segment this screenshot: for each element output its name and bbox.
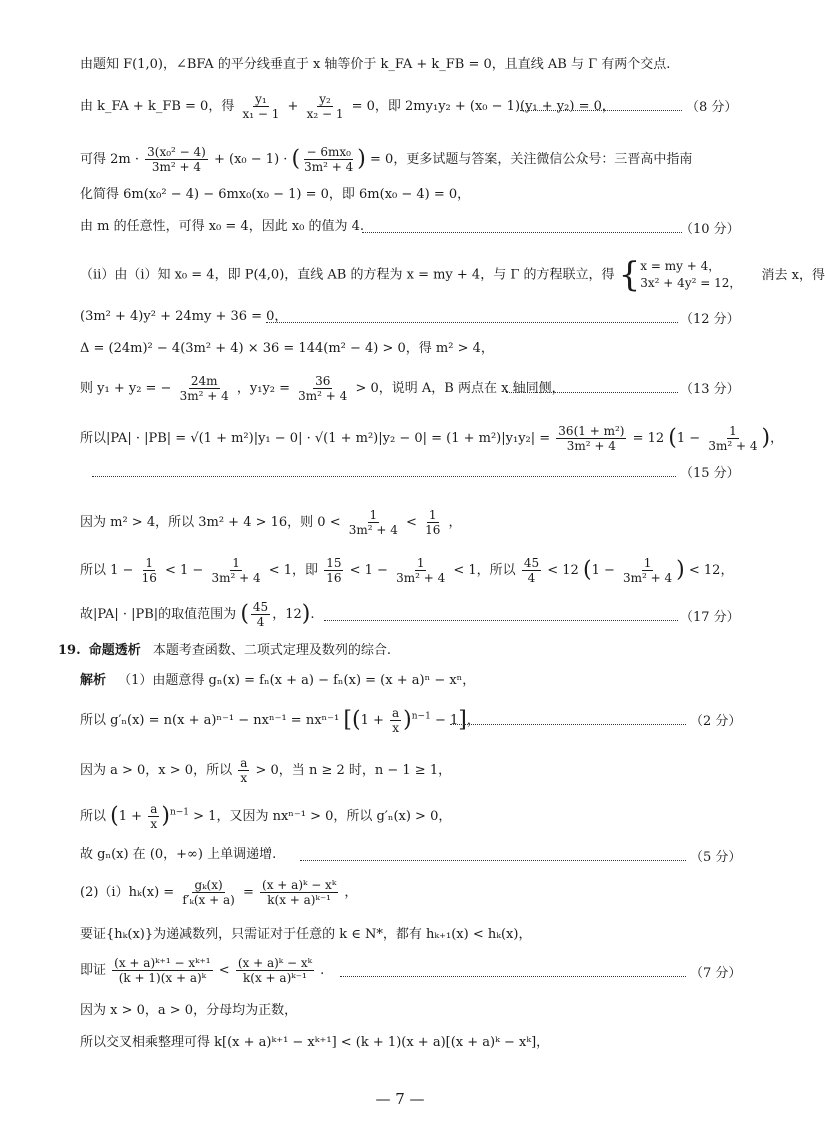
fraction: $\frac{1}{\text{3m² + 4}}$ [623,556,673,585]
line-12: 因为 m² > 4，所以 3m² + 4 > 16，则 0 < $\frac{1}{\text{3m² + 4}}$ < $\frac{1}{16}$ ， [80,508,462,537]
fraction: $\frac{\text{− 6mx₀}}{\text{3m² + 4}}$ [304,145,354,174]
score-mark: （13 分） [680,382,740,397]
line-24: 因为 x > 0，a > 0，分母均为正数， [80,1003,298,1018]
line-17: 所以 g′ₙ(x) = n(x + a)ⁿ⁻¹ − nxⁿ⁻¹ = nxⁿ⁻¹ [(1 + $\frac{a}{x}$ )$^{n-1}$ − 1]， [80,706,480,735]
line-5: 由 m 的任意性，可得 x₀ = 4，因此 x₀ 的值为 4. [80,219,365,234]
fraction: $\frac{\text{gₖ(x)}}{\text{f′ₖ(x + a)}}$ [182,878,235,907]
fraction: $\frac{\text{(x + a)ᵏ − xᵏ}}{\text{k(x + a)ᵏ⁻¹}}$ [262,878,337,907]
dot-leader [506,392,678,393]
fraction: $\frac{15}{16}$ [326,556,342,585]
line-6: （ⅱ）由（ⅰ）知 x₀ = 4，即 P(4,0)，直线 AB 的方程为 x = my + 4，与 Γ 的方程联立，得 { x = my + 4， 3x² + 4y² = 12， 消去 x，得 [80,255,825,295]
fraction: $\frac{1}{\text{3m² + 4}}$ [211,556,261,585]
fraction: $\frac{45}{4}$ [252,600,269,629]
line-14: 故|PA| · |PB|的取值范围为 ( $\frac{45}{4}$ ，12). [80,600,315,629]
score-mark: （2 分） [690,714,742,729]
fraction: $\frac{a}{x}$ [240,756,248,785]
dot-leader [324,620,678,621]
line-13: 所以 1 − $\frac{1}{16}$ < 1 − $\frac{1}{\text{3m² + 4}}$ < 1，即 $\frac{15}{16}$ < 1 − $\frac{1}{\text{3m² + 4}}$ < 1，所以 $\frac{45}{4}$ < 12 (1 − $\frac{1}{\text{3m² + 4}}$ ) < 12， [80,556,734,585]
line-10: 所以|PA| · |PB| = √(1 + m²)|y₁ − 0| · √(1 + m²)|y₂ − 0| = (1 + m²)|y₁y₂| = $\frac{\text{36(1 + m²)}}{\text{3m² + 4}}$ = 12 (1 − $\frac{1}{\text{3m² + 4}}$ )， [80,424,784,453]
line-18: 因为 a > 0，x > 0，所以 $\frac{a}{x}$ > 0，当 n ≥ 2 时，n − 1 ≥ 1， [80,756,452,785]
fraction: $\frac{1}{\text{3m² + 4}}$ [708,424,758,453]
fraction: $\frac{45}{4}$ [523,556,540,585]
fraction: $\frac{\text{36(1 + m²)}}{\text{3m² + 4}}$ [558,424,625,453]
fraction: $\frac{1}{\text{3m² + 4}}$ [348,508,398,537]
line-23: 即证 $\frac{\text{(x + a)ᵏ⁺¹ − xᵏ⁺¹}}{\text{(k + 1)(x + a)ᵏ}}$ < $\frac{\text{(x + a)ᵏ − xᵏ}}{\text{k(x + a)ᵏ⁻¹}}$ . [80,956,325,985]
line-2: 由 k_FA + k_FB = 0，得 $\frac{\text{y₁}}{\text{x₁ − 1}}$ + $\frac{\text{y₂}}{\text{x₂ − 1}}$ = 0，即 2my₁y₂ + (x₀ − 1)(y₁ + y₂) = 0， [80,92,615,121]
line-9: 则 y₁ + y₂ = − $\frac{24m}{\text{3m² + 4}}$ ，y₁y₂ = $\frac{36}{\text{3m² + 4}}$ > 0，说明 A，B 两点在 x 轴同侧， [80,374,565,403]
line-7: (3m² + 4)y² + 24my + 36 = 0， [80,309,288,324]
page-number: — 7 — [375,1090,425,1108]
line-25: 所以交叉相乘整理可得 k[(x + a)ᵏ⁺¹ − xᵏ⁺¹] < (k + 1)(x + a)[(x + a)ᵏ − xᵏ]， [80,1035,550,1050]
section-label: 命题透析 [88,643,141,658]
line-19: 所以 (1 + $\frac{a}{x}$ )$^{n-1}$ > 1，又因为 nxⁿ⁻¹ > 0，所以 g′ₙ(x) > 0， [80,802,452,831]
fraction: $\frac{1}{16}$ [141,556,157,585]
score-mark: （5 分） [690,850,742,865]
dot-leader [92,476,676,477]
fraction: $\frac{1}{\text{3m² + 4}}$ [396,556,446,585]
line-22: 要证{hₖ(x)}为递减数列，只需证对于任意的 k ∈ N*，都有 hₖ₊₁(x) < hₖ(x)， [80,927,532,942]
line-4: 化简得 6m(x₀² − 4) − 6mx₀(x₀ − 1) = 0，即 6m(x₀ − 4) = 0， [80,187,471,202]
score-mark: （10 分） [680,222,740,237]
fraction: $\frac{\text{(x + a)ᵏ⁺¹ − xᵏ⁺¹}}{\text{(k + 1)(x + a)ᵏ}}$ [114,956,211,985]
fraction: $\frac{\text{y₁}}{\text{x₁ − 1}}$ [242,92,280,121]
dot-leader [266,322,678,323]
score-mark: （12 分） [680,312,740,327]
fraction: $\frac{24m}{\text{3m² + 4}}$ [179,374,229,403]
dot-leader [300,860,686,861]
fraction: $\frac{\text{3(x₀² − 4)}}{\text{3m² + 4}}$ [147,145,206,174]
fraction: $\frac{\text{(x + a)ᵏ − xᵏ}}{\text{k(x + a)ᵏ⁻¹}}$ [237,956,312,985]
line-1: 由题知 F(1,0)，∠BFA 的平分线垂直于 x 轴等价于 k_FA + k_FB = 0，且直线 AB 与 Γ 有两个交点. [80,57,671,72]
score-mark: （8 分） [686,100,738,115]
line-3: 可得 2m · $\frac{\text{3(x₀² − 4)}}{\text{3m² + 4}}$ + (x₀ − 1) · ( $\frac{\text{− 6mx₀}}{\text{3m² + 4}}$ ) = 0，更多试题与答案，关注微信公众号：三晋高中指南 [80,145,693,174]
dot-leader [520,110,682,111]
dot-leader [450,724,686,725]
section-label: 解析 [80,673,107,688]
fraction: $\frac{1}{16}$ [425,508,441,537]
fraction: $\frac{a}{x}$ [392,706,400,735]
fraction: $\frac{36}{\text{3m² + 4}}$ [298,374,348,403]
score-mark: （15 分） [680,466,740,481]
line-20: 故 gₙ(x) 在 (0，+∞) 上单调递增. [80,847,277,862]
fraction: $\frac{a}{x}$ [150,802,158,831]
fraction: $\frac{\text{y₂}}{\text{x₂ − 1}}$ [306,92,344,121]
question-19-heading: 19. 命题透析 本题考查函数、二项式定理及数列的综合. [58,643,392,658]
score-mark: （17 分） [680,610,740,625]
line-8: Δ = (24m)² − 4(3m² + 4) × 36 = 144(m² − 4) > 0，得 m² > 4， [80,341,494,356]
equation-system: x = my + 4， 3x² + 4y² = 12， [640,259,742,290]
line-16: 解析 （1）由题意得 gₙ(x) = fₙ(x + a) − fₙ(x) = (x + a)ⁿ − xⁿ， [80,673,476,688]
line-21: (2)（ⅰ）hₖ(x) = $\frac{\text{gₖ(x)}}{\text{f′ₖ(x + a)}}$ = $\frac{\text{(x + a)ᵏ − xᵏ}}{\text{k(x + a)ᵏ⁻¹}}$ ， [80,878,358,907]
score-mark: （7 分） [690,966,742,981]
dot-leader [340,976,686,977]
dot-leader [362,232,682,233]
